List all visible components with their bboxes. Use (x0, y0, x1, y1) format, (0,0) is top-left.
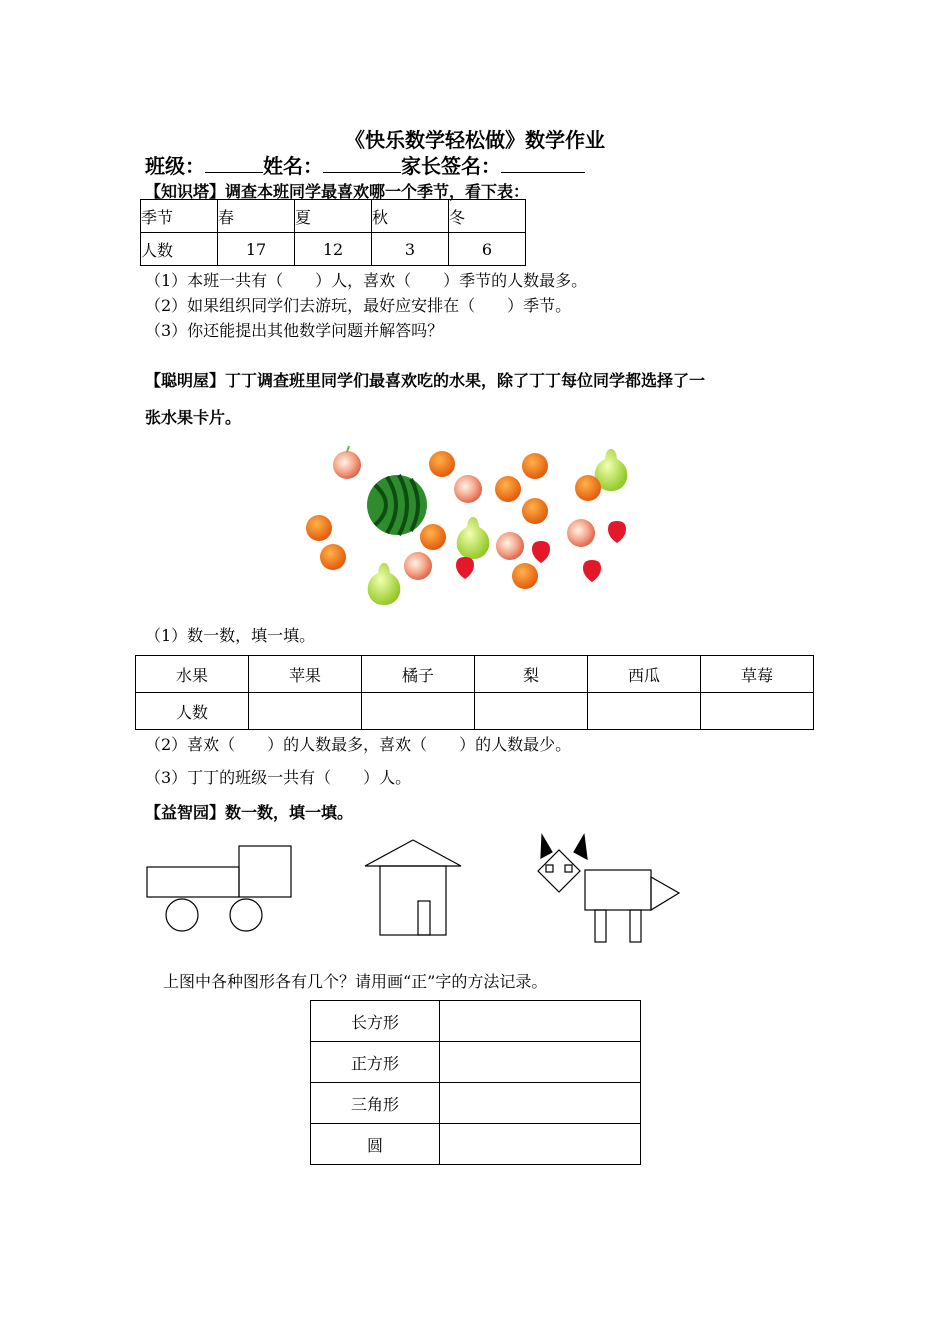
table-row (136, 693, 814, 730)
table-cell: 苹果 (249, 656, 362, 693)
strawberry-icon (608, 521, 626, 543)
table-row (136, 656, 814, 693)
question-3: （3）你还能提出其他数学问题并解答吗？ (145, 321, 444, 340)
orange-icon (495, 476, 521, 502)
table-cell: 水果 (136, 656, 249, 693)
answer-cell[interactable] (440, 1001, 641, 1042)
table-cell: 人数 (136, 693, 249, 730)
watermelon-icon (367, 475, 427, 535)
orange-icon (522, 498, 548, 524)
orange-icon (522, 453, 548, 479)
answer-cell[interactable] (701, 693, 814, 730)
fruit-question-3: （3）丁丁的班级一共有（ ）人。 (145, 768, 412, 787)
strawberry-icon (456, 557, 474, 579)
class-label: 班级： (145, 154, 205, 178)
strawberry-icon (583, 560, 601, 582)
table-row (311, 1124, 641, 1165)
class-blank[interactable] (205, 154, 263, 173)
table-row (311, 1001, 641, 1042)
section-smart-heading-line1: 【聪明屋】丁丁调查班里同学们最喜欢吃的水果，除了丁丁每位同学都选择了一 (145, 371, 706, 390)
table-cell: 12 (295, 233, 372, 266)
name-label: 姓名： (263, 154, 323, 178)
section-smart-heading-line2: 张水果卡片。 (145, 408, 242, 427)
table-cell: 3 (372, 233, 449, 266)
table-cell: 春 (218, 200, 295, 233)
orange-icon (575, 475, 601, 501)
answer-cell[interactable] (440, 1083, 641, 1124)
table-cell: 长方形 (311, 1001, 440, 1042)
house-figure (365, 840, 461, 935)
table-cell: 梨 (475, 656, 588, 693)
apple-icon (454, 475, 482, 503)
orange-icon (512, 563, 538, 589)
table-cell: 17 (218, 233, 295, 266)
table-cell: 草莓 (701, 656, 814, 693)
question-1: （1）本班一共有（ ）人，喜欢（ ）季节的人数最多。 (145, 271, 588, 290)
table-cell: 6 (449, 233, 526, 266)
orange-icon (429, 451, 455, 477)
apple-icon (567, 519, 595, 547)
apple-icon (496, 532, 524, 560)
orange-icon (320, 544, 346, 570)
strawberry-icon (532, 541, 550, 563)
table-cell: 橘子 (362, 656, 475, 693)
table-cell: 正方形 (311, 1042, 440, 1083)
question-2: （2）如果组织同学们去游玩，最好应安排在（ ）季节。 (145, 296, 572, 315)
table-cell: 圆 (311, 1124, 440, 1165)
table-cell: 西瓜 (588, 656, 701, 693)
orange-icon (420, 524, 446, 550)
apple-icon (404, 552, 432, 580)
shape-count-table (310, 1000, 641, 1165)
fruit-question-2: （2）喜欢（ ）的人数最多，喜欢（ ）的人数最少。 (145, 735, 572, 754)
answer-cell[interactable] (362, 693, 475, 730)
answer-cell[interactable] (588, 693, 701, 730)
section-puzzle-heading: 【益智园】数一数，填一填。 (145, 803, 354, 822)
answer-cell[interactable] (440, 1042, 641, 1083)
table-cell: 冬 (449, 200, 526, 233)
table-row (311, 1042, 641, 1083)
parent-signature-label: 家长签名： (401, 154, 501, 178)
truck-figure (147, 846, 291, 931)
season-table (140, 199, 526, 266)
fruit-illustration (295, 435, 635, 605)
cow-figure (538, 835, 679, 942)
table-cell: 秋 (372, 200, 449, 233)
fruit-question-1: （1）数一数，填一填。 (145, 626, 316, 645)
table-cell: 夏 (295, 200, 372, 233)
answer-cell[interactable] (440, 1124, 641, 1165)
table-cell: 季节 (141, 200, 218, 233)
name-blank[interactable] (323, 154, 401, 173)
orange-icon (306, 515, 332, 541)
section-knowledge-heading: 【知识塔】调查本班同学最喜欢哪一个季节，看下表： (145, 182, 530, 201)
table-cell: 人数 (141, 233, 218, 266)
table-cell: 三角形 (311, 1083, 440, 1124)
answer-cell[interactable] (249, 693, 362, 730)
shapes-figure (140, 828, 690, 948)
table-row (311, 1083, 641, 1124)
fruit-table (135, 655, 814, 730)
pear-icon (457, 517, 490, 559)
pear-icon (368, 563, 401, 605)
student-info-line (145, 150, 585, 179)
parent-signature-blank[interactable] (501, 154, 585, 173)
answer-cell[interactable] (475, 693, 588, 730)
apple-icon (333, 446, 361, 479)
table-row (141, 200, 526, 233)
page-title: 《快乐数学轻松做》数学作业 (345, 128, 605, 152)
table-row (141, 233, 526, 266)
shape-instruction: 上图中各种图形各有几个？请用画“正”字的方法记录。 (163, 972, 548, 991)
